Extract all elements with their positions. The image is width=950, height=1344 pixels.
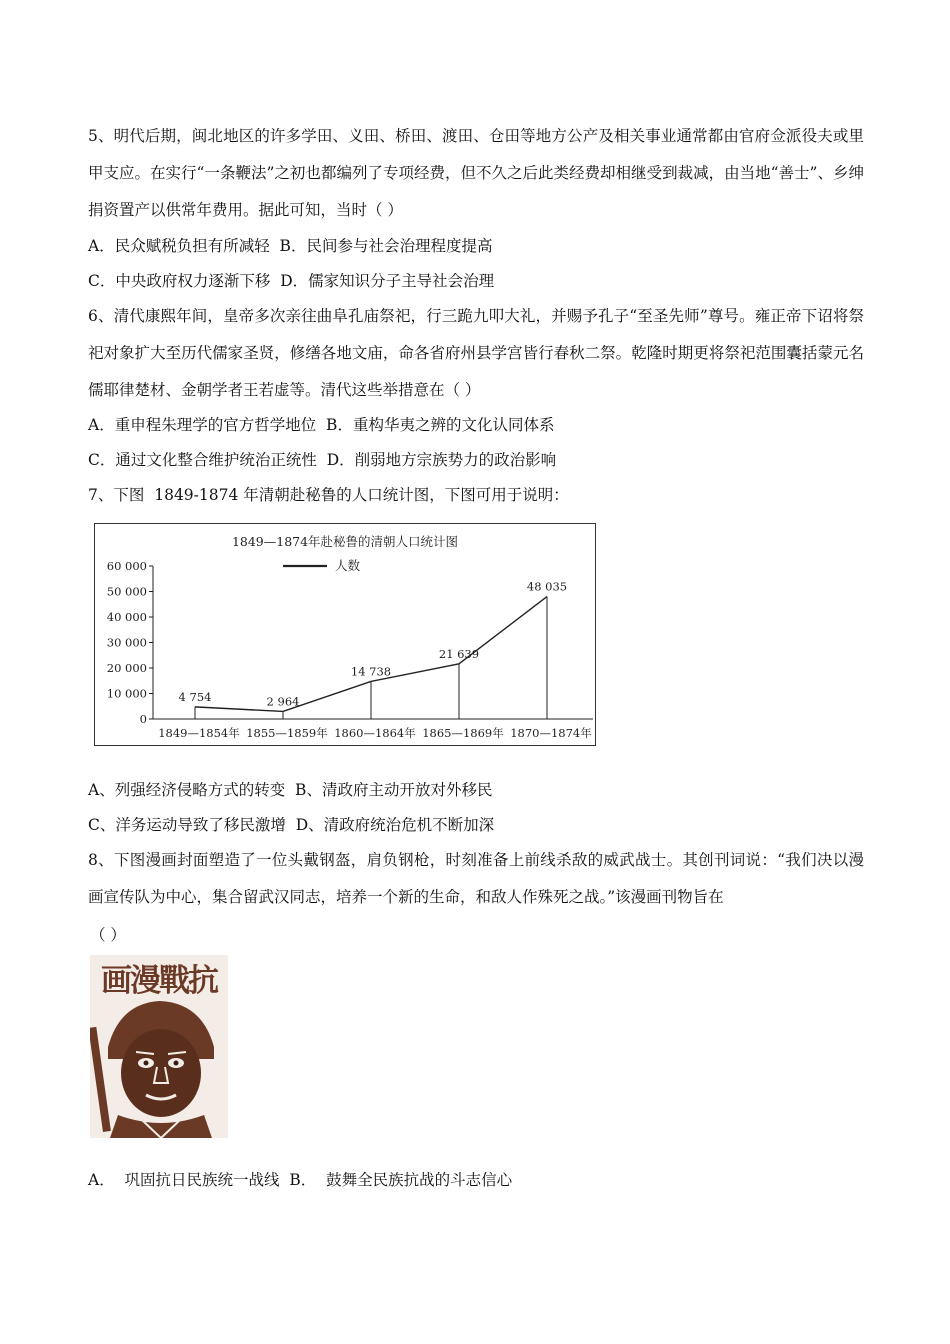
y-tick-label: 60 000 <box>106 559 147 573</box>
comic-cover-image <box>90 955 228 1138</box>
question-8-answer-paren: （ ） <box>90 926 126 944</box>
data-label: 2 964 <box>266 694 300 709</box>
y-tick-label: 30 000 <box>106 635 147 650</box>
question-8-stem: 8、下图漫画封面塑造了一位头戴钢盔，肩负钢枪，时刻准备上前线杀敌的威武战士。其创刊词说：“我们决以漫画宣传队为中心，集合留武汉同志，培养一个新的生命，和敌人作殊死之战。”该漫画刊物旨在 <box>88 851 864 906</box>
y-tick-label: 20 000 <box>106 661 147 675</box>
question-7-stem: 7、下图 1849-1874 年清朝赴秘鲁的人口统计图，下图可用于说明： <box>88 486 569 504</box>
x-tick-label: 1865—1869年 <box>422 726 504 740</box>
x-tick-label: 1870—1874年 <box>510 726 592 740</box>
data-label: 48 035 <box>526 579 568 594</box>
data-label: 14 738 <box>350 664 392 679</box>
question-5-stem: 5、明代后期，闽北地区的许多学田、义田、桥田、渡田、仓田等地方公产及相关事业通常都由官府佥派役夫或里甲支应。在实行“一条鞭法”之初也都编列了专项经费，但不久之后此类经费却相继受到裁减，由当地“善士”、乡绅捐资置产以供常年费用。据此可知，当时（ ） <box>88 127 864 219</box>
question-6-options-cd: C．通过文化整合维护统治正统性 D．削弱地方宗族势力的政治影响 <box>88 451 557 469</box>
cover-title: 画漫戰抗 <box>101 963 217 999</box>
y-tick-label: 40 000 <box>106 610 147 624</box>
question-7-options-ab: A、列强经济侵略方式的转变 B、清政府主动开放对外移民 <box>88 781 493 799</box>
question-8-options-ab: A． 巩固抗日民族统一战线 B． 鼓舞全民族抗战的斗志信心 <box>88 1171 513 1189</box>
question-7-options-cd: C、洋务运动导致了移民激增 D、清政府统治危机不断加深 <box>88 816 495 834</box>
population-chart-svg <box>95 524 595 745</box>
y-tick-label: 50 000 <box>106 584 147 599</box>
question-5-options-ab: A．民众赋税负担有所减轻 B．民间参与社会治理程度提高 <box>88 237 493 255</box>
question-6-stem: 6、清代康熙年间，皇帝多次亲往曲阜孔庙祭祀，行三跪九叩大礼，并赐予孔子“至圣先师”尊号。雍正帝下诏将祭祀对象扩大至历代儒家圣贤，修缮各地文庙，命各省府州县学宫皆行春秋二祭。乾隆时期更将祭祀范围囊括蒙元名儒耶律楚材、金朝学者王若虚等。清代这些举措意在（ ） <box>88 307 864 399</box>
chart-title: 1849—1874年赴秘鲁的清朝人口统计图 <box>231 534 459 549</box>
soldier-illustration <box>90 955 228 1138</box>
data-label: 4 754 <box>178 689 212 704</box>
y-tick-label: 10 000 <box>106 686 147 701</box>
question-6-options-ab: A．重申程朱理学的官方哲学地位 B．重构华夷之辨的文化认同体系 <box>88 416 555 434</box>
x-tick-label: 1855—1859年 <box>246 726 328 740</box>
y-tick-label: 0 <box>139 712 147 726</box>
legend-label: 人数 <box>335 558 361 573</box>
data-label: 21 639 <box>438 646 480 661</box>
x-tick-label: 1849—1854年 <box>158 726 240 740</box>
population-chart <box>94 523 596 746</box>
question-5-options-cd: C．中央政府权力逐渐下移 D．儒家知识分子主导社会治理 <box>88 272 495 290</box>
x-tick-label: 1860—1864年 <box>334 726 416 740</box>
